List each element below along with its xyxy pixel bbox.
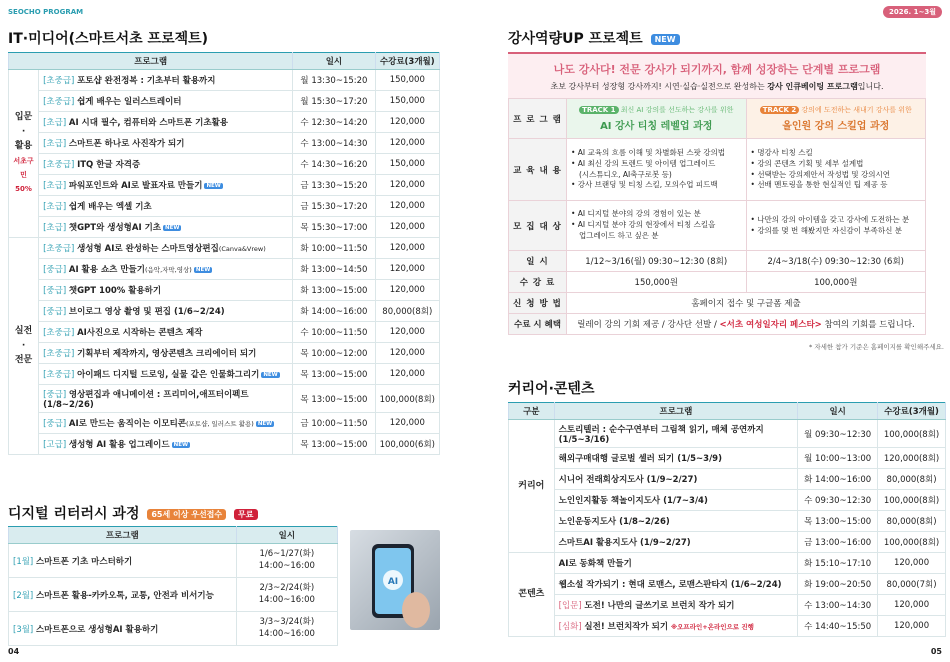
program-name: [초급] 챗GPT와 생성형AI 기초 NEW [39, 217, 293, 238]
program-name: [입문] 도전! 나만의 글쓰기로 브런치 작가 되기 [554, 595, 798, 616]
fee: 120,000 [375, 322, 439, 343]
program-name: [1월] 스마트폰 기초 마스터하기 [9, 544, 237, 578]
group-content: 콘텐츠 [509, 553, 555, 637]
fee2: 100,000원 [746, 272, 926, 293]
program-name: [초중급] 포토샵 완전정복 : 기초부터 활용까지 [39, 70, 293, 91]
program-name: 해외구매대행 글로벌 셀러 되기 (1/5~3/9) [554, 448, 798, 469]
program-name: 노인인지활동 책놀이지도사 (1/7~3/4) [554, 490, 798, 511]
program-name: [중급] AI로 만드는 움직이는 이모티콘(포토샵, 일러스트 활용) NEW [39, 413, 293, 434]
table-row [509, 574, 946, 595]
content1: • AI 교육의 흐름 이해 및 차별화된 스팟 강의법 • AI 최신 강의 트렌드 및 아이템 업그레이드 (시스튜디오, AI축구로봇 등) • 강사 브랜딩 및 티칭 스킬, 모의수업 피드백 [566, 139, 746, 201]
row-target-label: 모 집 대 상 [509, 201, 567, 251]
table-row [9, 385, 440, 413]
table-row [9, 434, 440, 455]
row-fee-label: 수 강 료 [509, 272, 567, 293]
time: 월 13:30~15:20 [293, 70, 375, 91]
fee: 150,000 [375, 70, 439, 91]
free-badge: 무료 [234, 509, 257, 520]
it-section-title: IT·미디어(스마트서초 프로젝트) [8, 31, 209, 47]
table-row [9, 91, 440, 112]
time: 화 10:00~11:50 [293, 238, 375, 259]
time: 1/6~1/27(화) 14:00~16:00 [236, 544, 337, 578]
hero-title: 나도 강사다! 전문 강사가 되기까지, 함께 성장하는 단계별 프로그램 [553, 63, 881, 76]
table-row [509, 511, 946, 532]
table-row [509, 469, 946, 490]
apply: 홈페이지 접수 및 구글폼 제출 [566, 293, 925, 314]
date2: 2/4~3/18(수) 09:30~12:30 (6회) [746, 251, 926, 272]
col-fee: 수강료(3개월) [375, 53, 439, 70]
table-row [9, 70, 440, 91]
new-badge: NEW [257, 420, 273, 427]
fee: 80,000(7회) [878, 574, 946, 595]
program-name: [초급] 파워포인트와 AI로 발표자료 만들기 NEW [39, 175, 293, 196]
time: 수 10:00~11:50 [293, 322, 375, 343]
fee: 120,000 [375, 280, 439, 301]
strength-section-title [508, 28, 680, 48]
program-name: AI로 동화책 만들기 [554, 553, 798, 574]
fee: 120,000 [375, 259, 439, 280]
time: 목 10:00~12:00 [293, 343, 375, 364]
fee: 120,000 [375, 112, 439, 133]
table-row [509, 532, 946, 553]
priority-badge: 65세 이상 우선접수 [147, 509, 226, 520]
time: 수 09:30~12:30 [798, 490, 878, 511]
table-row [509, 420, 946, 448]
track2-cell: TRACK 2 강의에 도전하는 새내기 강사를 위한 올인원 강의 스킬업 과정 [746, 99, 926, 139]
col-program: 프로그램 [9, 53, 293, 70]
table-row [9, 238, 440, 259]
career-section-title: 커리어·콘텐츠 [508, 381, 595, 397]
time: 목 13:00~15:00 [798, 511, 878, 532]
new-badge: NEW [206, 182, 221, 189]
hero-subtitle: 초보 강사부터 성장형 강사까지! 시연·실습·실전으로 완성하는 강사 인큐베이팅 프로그램입니다. [550, 82, 884, 91]
group-career: 커리어 [509, 420, 555, 553]
fee: 120,000 [375, 133, 439, 154]
ai-label: AI [387, 577, 399, 587]
fee: 120,000 [878, 616, 946, 637]
program-name: [심화] 실전! 브런치작가 되기 ※오프라인+온라인으로 진행 [554, 616, 798, 637]
time: 2/3~2/24(화) 14:00~16:00 [236, 578, 337, 612]
table-row [9, 578, 338, 612]
program-name: [초급] 쉽게 배우는 엑셀 기초 [39, 196, 293, 217]
fee: 100,000(8회) [878, 532, 946, 553]
strength-note: * 자세한 참가 기준은 홈페이지를 확인해주세요. [809, 343, 944, 351]
col-program: 프로그램 [9, 527, 237, 544]
time: 금 15:30~17:20 [293, 196, 375, 217]
row-date-label: 일 시 [509, 251, 567, 272]
time: 월 10:00~13:00 [798, 448, 878, 469]
col-time: 일시 [798, 403, 878, 420]
table-row [9, 343, 440, 364]
new-badge: NEW [173, 441, 189, 448]
fee: 120,000 [375, 343, 439, 364]
program-name: 스마트AI 활용지도사 (1/9~2/27) [554, 532, 798, 553]
time: 화 14:00~16:00 [798, 469, 878, 490]
program-name: 시니어 전래회상지도사 (1/9~2/27) [554, 469, 798, 490]
new-badge: NEW [165, 224, 180, 231]
left-page [0, 0, 470, 662]
fee: 120,000 [375, 217, 439, 238]
fee: 100,000(8회) [878, 420, 946, 448]
fee: 120,000 [375, 238, 439, 259]
row-benefit-label: 수료 시 혜택 [509, 314, 567, 335]
program-name: [초중급] 아이패드 디지털 드로잉, 실물 같은 인물화그리기 NEW [39, 364, 293, 385]
time: 목 13:00~15:00 [293, 434, 375, 455]
digital-title: 디지털 리터러시 과정 [8, 506, 140, 522]
time: 수 14:40~15:50 [798, 616, 878, 637]
program-name: 노인운동지도사 (1/8~2/26) [554, 511, 798, 532]
program-name: [초중급] ITQ 한글 자격증 [39, 154, 293, 175]
time: 금 13:00~16:00 [798, 532, 878, 553]
time: 목 13:00~15:00 [293, 364, 375, 385]
table-row [9, 413, 440, 434]
program-name: [초중급] 생성형 AI로 완성하는 스마트영상편집(Canva&Vrew) [39, 238, 293, 259]
program-name: [중급] 브이로그 영상 촬영 및 편집 (1/6~2/24) [39, 301, 293, 322]
new-badge: NEW [195, 266, 211, 273]
time: 화 15:10~17:10 [798, 553, 878, 574]
table-row [9, 175, 440, 196]
time: 화 19:00~20:50 [798, 574, 878, 595]
fee: 80,000(8회) [878, 511, 946, 532]
time: 월 09:30~12:30 [798, 420, 878, 448]
row-apply-label: 신 청 방 법 [509, 293, 567, 314]
table-row [9, 364, 440, 385]
page-number-left: 04 [8, 647, 20, 656]
fee: 80,000(8회) [375, 301, 439, 322]
table-row [9, 544, 338, 578]
fee: 120,000 [375, 175, 439, 196]
table-row [9, 154, 440, 175]
hero-banner [508, 52, 926, 98]
group-intro: 입문 · 활용 서초구민 50% [9, 70, 39, 238]
table-row [509, 595, 946, 616]
program-name: 스토리텔러 : 순수구연부터 그림책 읽기, 매체 공연까지 (1/5~3/16) [554, 420, 798, 448]
table-row [9, 280, 440, 301]
time: 금 13:30~15:20 [293, 175, 375, 196]
fee: 100,000(8회) [878, 490, 946, 511]
fee: 120,000 [878, 553, 946, 574]
program-name: 웹소설 작가되기 : 현대 로맨스, 로맨스판타지 (1/6~2/24) [554, 574, 798, 595]
program-name: [초중급] AI사진으로 시작하는 콘텐츠 제작 [39, 322, 293, 343]
time: 수 12:30~14:20 [293, 112, 375, 133]
col-category: 구분 [509, 403, 555, 420]
time: 3/3~3/24(화) 14:00~16:00 [236, 612, 337, 646]
time: 수 14:30~16:20 [293, 154, 375, 175]
content2: • 명강사 티칭 스킬 • 강의 콘텐츠 기획 및 세부 설계법 • 선택받는 강의제안서 작성법 및 강의시연 • 선배 멘토링을 통한 현실적인 팁 제공 등 [746, 139, 926, 201]
time: 화 13:00~15:00 [293, 280, 375, 301]
table-row [9, 133, 440, 154]
target2: • 나만의 강의 아이템을 갖고 강사에 도전하는 분 • 강의를 몇 번 해봤지만 자신감이 부족하신 분 [746, 201, 926, 251]
table-row [9, 196, 440, 217]
fee: 100,000(6회) [375, 434, 439, 455]
table-row [509, 490, 946, 511]
row-content-label: 교 육 내 용 [509, 139, 567, 201]
right-page [480, 0, 950, 662]
time: 금 10:00~11:50 [293, 413, 375, 434]
target1: • AI 디지털 분야의 강의 경험이 있는 분 • AI 디지털 분야 강의 현장에서 티칭 스킬을 업그레이드 하고 싶은 분 [566, 201, 746, 251]
program-name: [중급] 챗GPT 100% 활용하기 [39, 280, 293, 301]
program-name: [3월] 스마트폰으로 생성형AI 활용하기 [9, 612, 237, 646]
date1: 1/12~3/16(월) 09:30~12:30 (8회) [566, 251, 746, 272]
program-name: [초중급] 기획부터 제작까지, 영상콘텐츠 크리에이터 되기 [39, 343, 293, 364]
benefit: 릴레이 강의 기회 제공 / 강사단 선발 / <서초 여성일자리 페스타> 참여의 기회를 드립니다. [566, 314, 925, 335]
col-fee: 수강료(3개월) [878, 403, 946, 420]
fee: 120,000 [375, 413, 439, 434]
track1-cell: TRACK 1 최신 AI 강의를 선도하는 강사를 위한 AI 강사 티칭 레벨업 과정 [566, 99, 746, 139]
time: 수 13:00~14:30 [293, 133, 375, 154]
smartphone-photo [350, 530, 440, 630]
table-row [9, 259, 440, 280]
fee: 120,000 [375, 364, 439, 385]
table-row [9, 301, 440, 322]
program-tag: SEOCHO PROGRAM [8, 8, 84, 16]
digital-table [8, 526, 338, 646]
program-name: [초급] 스마트폰 하나로 사진작가 되기 [39, 133, 293, 154]
it-table [8, 52, 440, 455]
table-row [509, 616, 946, 637]
group-pro: 실전 · 전문 [9, 238, 39, 455]
table-row [9, 322, 440, 343]
fee: 120,000(8회) [878, 448, 946, 469]
fee: 150,000 [375, 91, 439, 112]
new-badge: NEW [263, 371, 278, 378]
fee: 80,000(8회) [878, 469, 946, 490]
col-time: 일시 [236, 527, 337, 544]
table-row [9, 612, 338, 646]
table-row [509, 553, 946, 574]
digital-section-title [8, 503, 258, 523]
new-badge: NEW [651, 34, 680, 45]
time: 화 14:00~16:00 [293, 301, 375, 322]
program-name: [중급] 영상편집과 애니메이션 : 프리미어,애프터이펙트 (1/8~2/26) [39, 385, 293, 413]
col-time: 일시 [293, 53, 375, 70]
strength-title: 강사역량UP 프로젝트 [508, 31, 643, 47]
program-name: [2월] 스마트폰 활용-카카오톡, 교통, 안전과 비서기능 [9, 578, 237, 612]
time: 목 13:00~15:00 [293, 385, 375, 413]
program-name: [초중급] 쉽게 배우는 일러스트레이터 [39, 91, 293, 112]
time: 목 15:30~17:00 [293, 217, 375, 238]
date-tag: 2026. 1~3월 [883, 6, 942, 18]
time: 화 13:00~14:50 [293, 259, 375, 280]
program-name: [초급] AI 시대 필수, 컴퓨터와 스마트폰 기초활용 [39, 112, 293, 133]
program-name: [고급] 생성형 AI 활용 업그레이드 NEW [39, 434, 293, 455]
fee: 150,000 [375, 154, 439, 175]
program-name: [중급] AI 활용 쇼츠 만들기(음악,자막,영상) NEW [39, 259, 293, 280]
time: 수 13:00~14:30 [798, 595, 878, 616]
page-number-right: 05 [930, 647, 942, 656]
fee: 120,000 [878, 595, 946, 616]
strength-table [508, 98, 926, 335]
fee: 120,000 [375, 196, 439, 217]
table-row [9, 112, 440, 133]
col-program: 프로그램 [554, 403, 798, 420]
career-table [508, 402, 946, 637]
time: 월 15:30~17:20 [293, 91, 375, 112]
fee1: 150,000원 [566, 272, 746, 293]
fee: 100,000(8회) [375, 385, 439, 413]
table-row [9, 217, 440, 238]
row-program-label: 프 로 그 램 [509, 99, 567, 139]
table-row [509, 448, 946, 469]
